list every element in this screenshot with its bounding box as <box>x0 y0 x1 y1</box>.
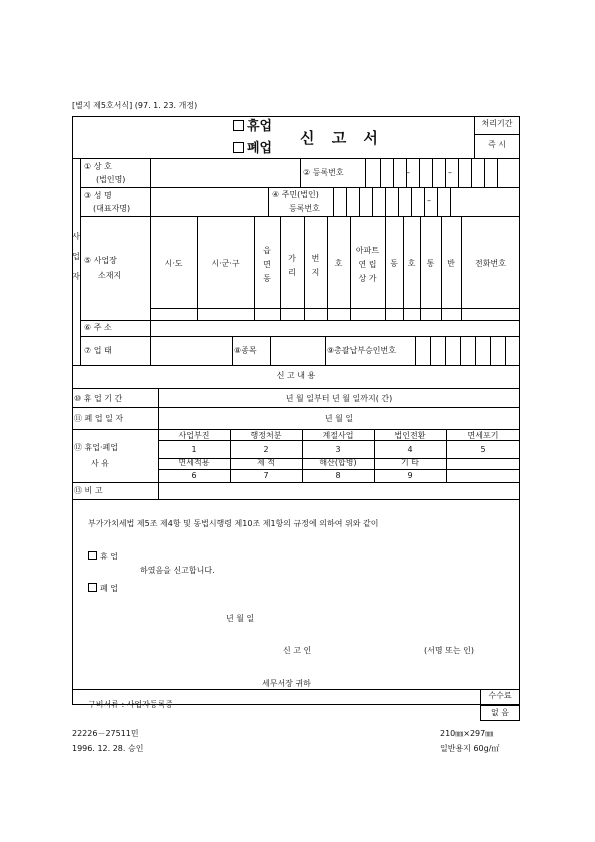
addr-col-building: 동 <box>390 259 398 268</box>
trade-name-label: ① 상 호 <box>84 162 112 171</box>
reason-business-slump: 사업부진 <box>178 431 210 440</box>
form-number-note: [별지 제5호서식] (97. 1. 23. 개정) <box>72 101 198 110</box>
reason-sub: 사 유 <box>91 459 109 468</box>
approval-date: 1996. 12. 28. 승인 <box>72 744 144 753</box>
representative-name-sub: (대표자명) <box>93 204 131 213</box>
reason-tax-exempt-waiver: 면세포기 <box>467 431 499 440</box>
consolidated-payment-label: ⑨총괄납부승인번호 <box>327 346 396 355</box>
addr-col-ban: 반 <box>447 259 455 268</box>
declaration-suspension-checkbox-icon <box>88 551 97 560</box>
reason-num-3: 3 <box>335 445 341 454</box>
resident-number-label: ④ 주민(법인) <box>272 190 319 199</box>
declaration-date: 년 월 일 <box>226 614 255 623</box>
address-label: ⑥ 주 소 <box>84 323 112 332</box>
addr-col-town: 읍 면 동 <box>263 246 271 283</box>
reason-label: ⑫ 휴업·폐업 <box>74 443 118 452</box>
registration-number-dash-2: – <box>448 168 452 177</box>
reason-num-1: 1 <box>191 445 197 454</box>
reason-num-5: 5 <box>480 445 486 454</box>
closure-date-label: ⑪ 폐 업 일 자 <box>74 414 124 423</box>
reason-num-8: 8 <box>335 471 341 480</box>
business-address-label: ⑤ 사업장 <box>84 256 117 265</box>
addr-col-number: 호 <box>334 259 343 268</box>
addr-col-province: 시·도 <box>164 259 183 268</box>
suspension-checkbox-icon <box>233 120 244 131</box>
processing-period-label: 처리기간 <box>481 119 513 128</box>
registration-number-dash-1: – <box>406 168 410 177</box>
option-suspension: 휴업 <box>233 120 272 133</box>
signature-label: (서명 또는 인) <box>424 646 474 655</box>
paper-type: 일반용지 60g/㎡ <box>440 744 500 753</box>
addressee: 세무서장 귀하 <box>262 679 311 688</box>
processing-period-value: 즉 시 <box>488 140 506 149</box>
reporter-label: 신 고 인 <box>283 646 312 655</box>
reason-num-4: 4 <box>407 445 413 454</box>
reason-incorporation: 법인전환 <box>394 431 426 440</box>
trade-name-sub: (법인명) <box>96 175 126 184</box>
fee-value: 없 음 <box>491 708 509 717</box>
closure-date-value: 년 월 일 <box>324 414 354 423</box>
registration-number-label: ② 등록번호 <box>303 168 344 177</box>
suspension-period-value: 년 월 일부터 년 월 일까지( 간) <box>285 394 393 403</box>
report-content-title: 신 고 내 용 <box>276 371 316 380</box>
applicant-side-label: 사 업 자 <box>72 232 80 281</box>
business-type-label: ⑦ 업 태 <box>84 346 112 355</box>
addr-col-apartment: 아파트 연 립 상 가 <box>355 246 380 283</box>
option-closure: 폐업 <box>233 142 272 155</box>
addr-col-lot: 번 지 <box>311 254 320 277</box>
reason-tax-exempt: 면세적용 <box>178 458 210 467</box>
form-title: 신 고 서 <box>300 129 384 147</box>
form-code: 22226－27511민 <box>72 729 139 738</box>
legal-statement: 부가가치세법 제5조 제4항 및 동법시행령 제10조 제1항의 규정에 의하여 위와 같이 <box>88 519 379 528</box>
remarks-label: ⑬ 비 고 <box>74 486 103 495</box>
declaration-middle-text: 하였음을 신고합니다. <box>140 566 215 575</box>
reason-dissolution: 해산(합병) <box>319 458 357 467</box>
closure-checkbox-icon <box>233 142 244 153</box>
reason-num-7: 7 <box>263 471 269 480</box>
addr-col-village: 가 리 <box>288 254 296 277</box>
addr-col-phone: 전화번호 <box>475 259 506 268</box>
reason-num-2: 2 <box>263 445 269 454</box>
business-address-sub: 소재지 <box>98 271 122 280</box>
addr-col-city: 시·군·구 <box>211 259 240 268</box>
reason-other: 기 타 <box>401 458 419 467</box>
resident-number-sub: 등록번호 <box>289 204 320 213</box>
reason-administrative: 행정처분 <box>250 431 282 440</box>
addr-col-tong: 통 <box>426 259 435 268</box>
required-documents: 구비서류 : 사업자등록증 <box>88 700 174 709</box>
declaration-option-suspension: 휴 업 <box>88 551 118 561</box>
declaration-option-closure: 폐 업 <box>88 583 118 593</box>
paper-size: 210㎜×297㎜ <box>440 729 494 738</box>
reason-num-6: 6 <box>191 471 197 480</box>
business-item-label: ⑧종목 <box>234 346 257 355</box>
suspension-period-label: ⑩ 휴 업 기 간 <box>74 394 123 403</box>
reason-seasonal: 계절사업 <box>322 431 354 440</box>
resident-number-dash: – <box>427 196 431 205</box>
addr-col-unit: 호 <box>407 259 416 268</box>
reason-num-9: 9 <box>407 471 413 480</box>
fee-label: 수수료 <box>488 691 512 700</box>
declaration-closure-checkbox-icon <box>88 583 97 592</box>
reason-expulsion: 제 적 <box>257 458 275 467</box>
representative-name-label: ③ 성 명 <box>84 191 112 200</box>
